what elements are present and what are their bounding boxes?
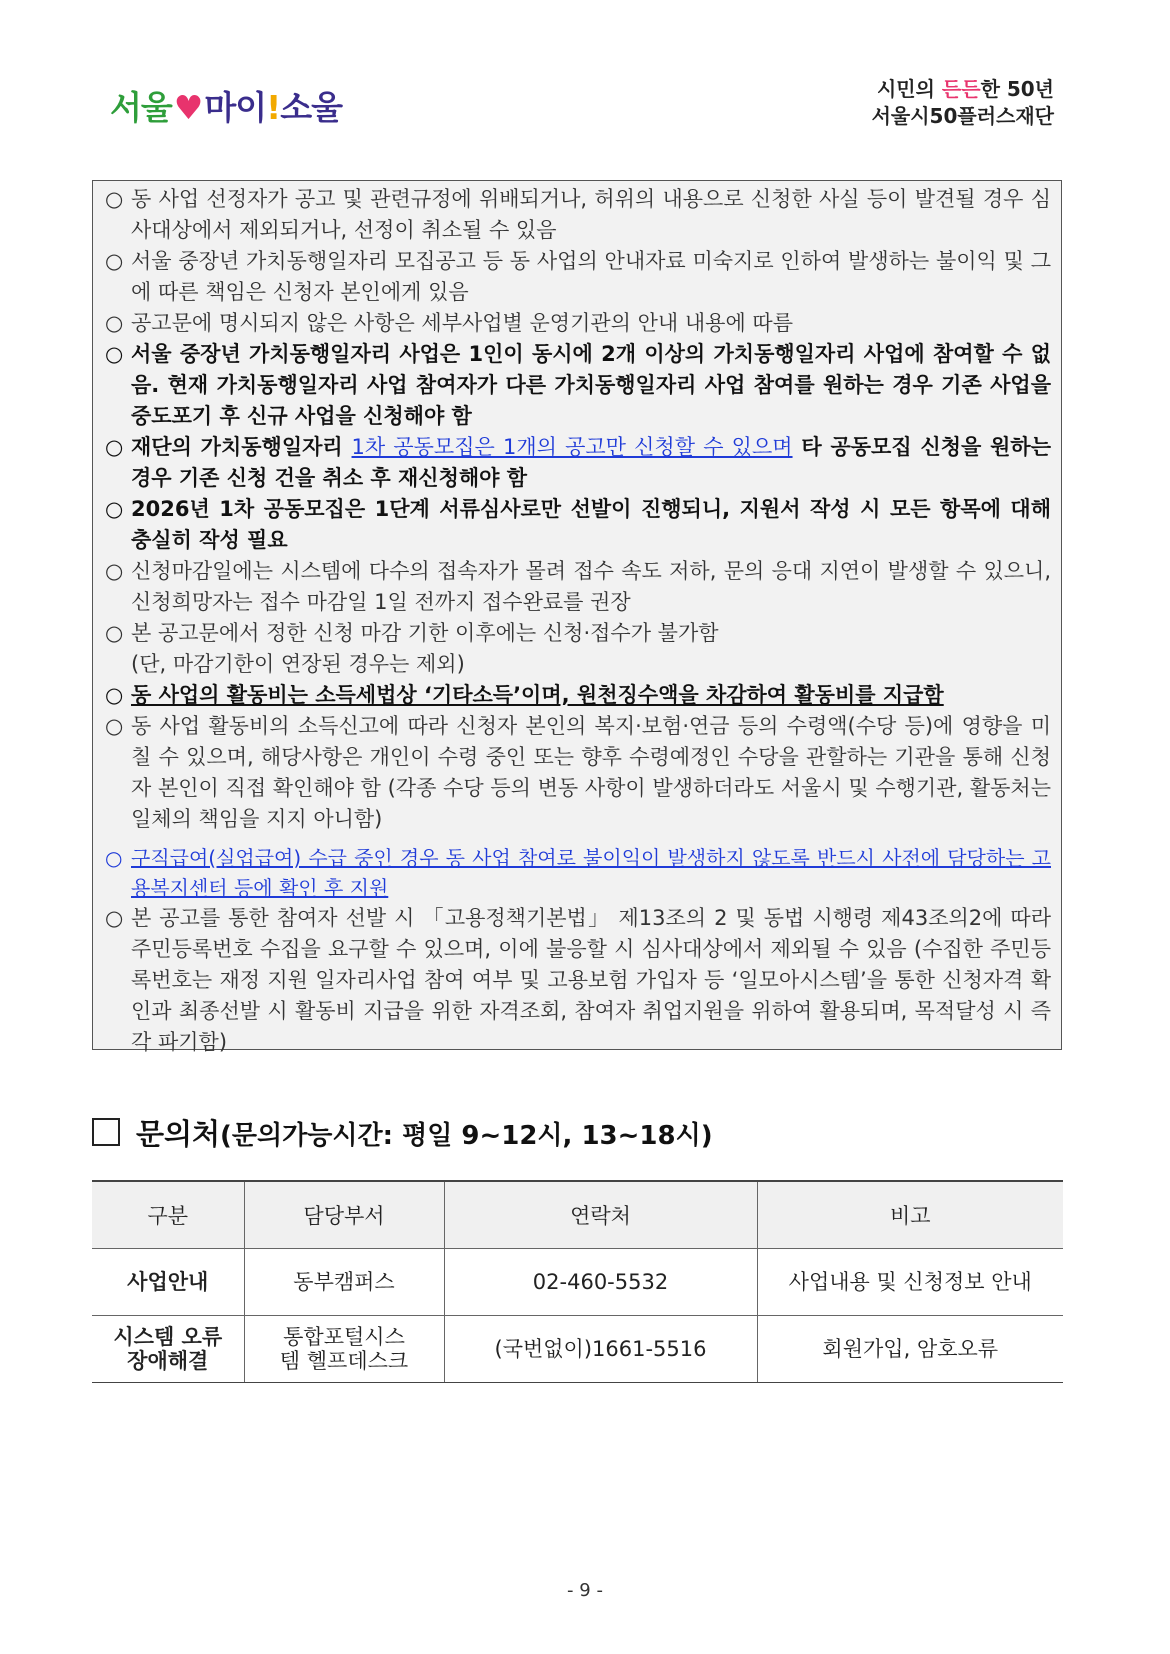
notice-item: ○ 동 사업의 활동비는 소득세법상 ‘기타소득’이며, 원천징수액을 차감하여 활동비를 지급함 [105,683,944,707]
notice-item: ○ 동 사업 활동비의 소득신고에 따라 신청자 본인의 복지·보험·연금 등의 수령액(수당 등)에 영향을 미칠 수 있으며, 해당사항은 개인이 수령 중인 또는 향후 수령예정인 수당을 관할하는 기관을 통해 신청자 본인이 직접 확인해야 함 (각종 수당 등의 변동 사항이 발생하더라도 서울시 및 수행기관, 활동처는 일체의 책임을 지지 아니함) [105,714,1051,831]
table-header-row [92,1181,1063,1249]
notice-item: ○ 재단의 가치동행일자리 1차 공동모집은 1개의 공고만 신청할 수 있으며 타 공동모집 신청을 원하는 경우 기존 신청 건을 취소 후 재신청해야 함 [105,435,1052,490]
table-cell: 시스템 오류 장애해결 [92,1316,244,1383]
page-number: - 9 - [567,1580,603,1601]
notice-item: ○ 공고문에 명시되지 않은 사항은 세부사업별 운영기관의 안내 내용에 따름 [105,311,793,335]
table-cell: 사업내용 및 신청정보 안내 [757,1249,1063,1316]
table-row [92,1316,1063,1383]
table-cell: 사업안내 [92,1249,244,1316]
heart-icon: ♥ [173,88,203,127]
highlighted-condition: 1차 공동모집은 1개의 공고만 신청할 수 있으며 [351,435,793,459]
notice-box [92,180,1062,1054]
column-header: 구분 [92,1181,244,1249]
org-title: 서울시50플러스재단 [871,104,1054,128]
org-slogan: 시민의 든든한 50년 [876,77,1054,101]
contact-section-title: 문의처(문의가능시간: 평일 9~12시, 13~18시) [92,1112,713,1153]
notice-item: ○ 동 사업 선정자가 공고 및 관련규정에 위배되거나, 허위의 내용으로 신청한 사실 등이 발견될 경우 심사대상에서 제외되거나, 선정이 취소될 수 있음 [105,187,1051,242]
notice-item: ○ 본 공고를 통한 참여자 선발 시 「고용정책기본법」 제13조의 2 및 동법 시행령 제43조의2에 따라 주민등록번호 수집을 요구할 수 있으며, 이에 불응할 시 심사대상에서 제외될 수 있음 (수집한 주민등록번호는 재정 지원 일자리사업 참여 여부 및 고용보험 가입자 등 ‘일모아시스템’을 통한 신청자격 확인과 최종선발 시 활동비 지급을 위한 자격조회, 참여자 취업지원을 위하여 활용되며, 목적달성 시 즉각 파기함) [105,906,1051,1054]
column-header: 비고 [757,1181,1063,1249]
table-cell: 02-460-5532 [444,1249,757,1316]
notice-item-note: (단, 마감기한이 연장된 경우는 제외) [131,652,465,676]
contact-table [92,1180,1063,1383]
table-cell: 회원가입, 암호오류 [757,1316,1063,1383]
table-cell: (국번없이)1661-5516 [444,1316,757,1383]
notice-item: ○ 서울 중장년 가치동행일자리 사업은 1인이 동시에 2개 이상의 가치동행일자리 사업에 참여할 수 없음. 현재 가치동행일자리 사업 참여자가 다른 가치동행일자리 사업 참여를 원하는 경우 기존 사업을 중도포기 후 신규 사업을 신청해야 함 [105,342,1051,428]
notice-item-highlight: ○ 구직급여(실업급여) 수급 중인 경우 동 사업 참여로 불이익이 발생하지 않도록 반드시 사전에 담당하는 고용복지센터 등에 확인 후 지원 [105,846,1051,900]
column-header: 담당부서 [244,1181,444,1249]
table-row [92,1249,1063,1316]
foundation-org-name [872,76,1054,130]
column-header: 연락처 [444,1181,757,1249]
table-cell: 통합포털시스템 헬프데스크 [244,1316,444,1383]
checkbox-square-icon [92,1118,120,1146]
notice-item: ○ 신청마감일에는 시스템에 다수의 접속자가 몰려 접수 속도 저하, 문의 응대 지연이 발생할 수 있으니, 신청희망자는 접수 마감일 1일 전까지 접수완료를 권장 [105,559,1051,614]
table-cell: 동부캠퍼스 [244,1249,444,1316]
notice-item: ○ 서울 중장년 가치동행일자리 모집공고 등 동 사업의 안내자료 미숙지로 인하여 발생하는 불이익 및 그에 따른 책임은 신청자 본인에게 있음 [105,249,1051,304]
notice-item: ○ 본 공고문에서 정한 신청 마감 기한 이후에는 신청·접수가 불가함 [105,621,719,645]
seoul-my-soul-logo: 서울♥마이!소울 [110,88,342,127]
notice-item: ○ 2026년 1차 공동모집은 1단계 서류심사로만 선발이 진행되니, 지원서 작성 시 모든 항목에 대해 충실히 작성 필요 [105,497,1051,552]
